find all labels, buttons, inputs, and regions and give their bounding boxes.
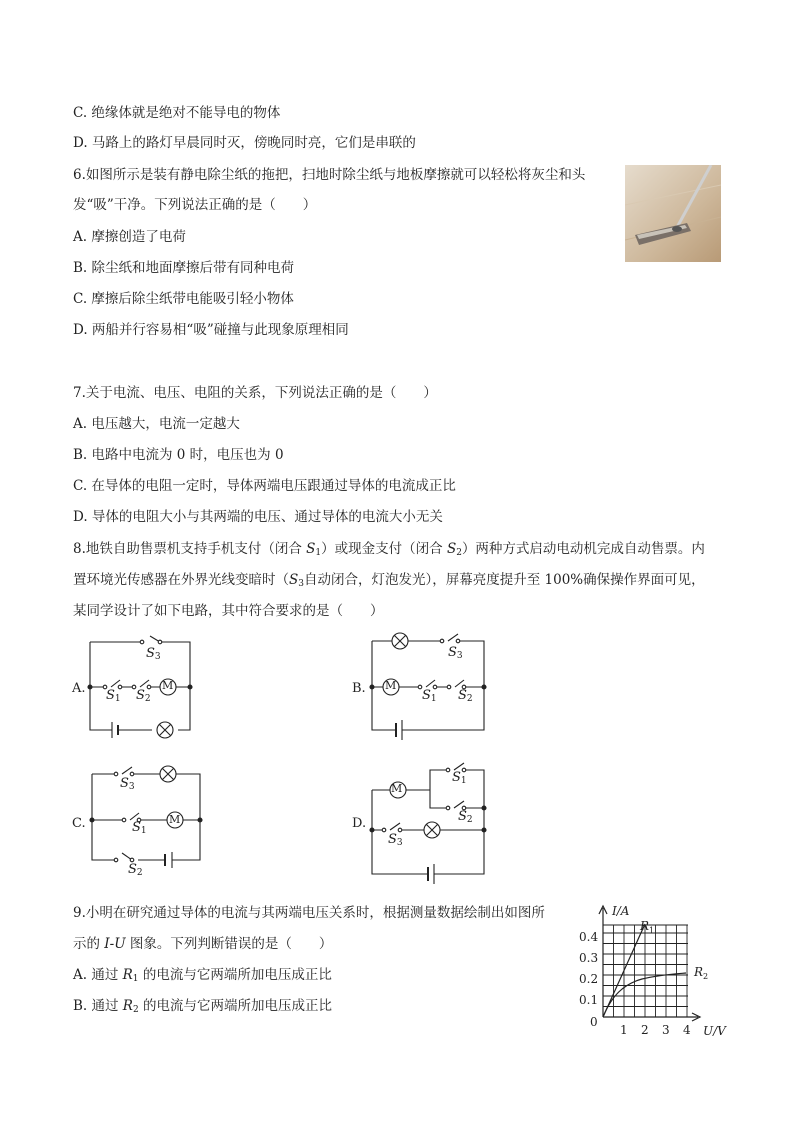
svg-text:4: 4 xyxy=(683,1023,691,1037)
svg-text:0.2: 0.2 xyxy=(579,972,599,986)
q7-option-a: A. 电压越大，电流一定越大 xyxy=(73,416,240,432)
circuit-b-label: B. xyxy=(352,681,366,696)
svg-text:0.3: 0.3 xyxy=(579,951,599,965)
svg-text:0.4: 0.4 xyxy=(579,930,599,944)
svg-text:2: 2 xyxy=(703,972,709,981)
motor-d-label: M xyxy=(391,782,403,795)
svg-text:3: 3 xyxy=(662,1023,670,1037)
q8-stem-line2: 置环境光传感器在外界光线变暗时（$S_3$自动闭合，灯泡发光），屏幕亮度提升至 100%确保操作界面可见， xyxy=(73,572,705,589)
svg-text:1: 1 xyxy=(649,926,655,935)
q8-stem-line3: 某同学设计了如下电路，其中符合要求的是（ ） xyxy=(73,603,384,619)
circuit-b: $S_3$ M $S_1$ $S_2$ xyxy=(372,635,487,739)
motor-b-label: M xyxy=(385,679,397,692)
mop-photo xyxy=(625,165,721,262)
svg-text:0: 0 xyxy=(590,1015,598,1029)
svg-text:2: 2 xyxy=(641,1023,649,1037)
circuit-a: $S_3$ $S_1$ $S_2$ M xyxy=(90,638,200,742)
circuit-c: $S_3$ $S_1$ M $S_2$ xyxy=(92,770,207,874)
motor-a-label: M xyxy=(162,679,174,692)
q6-option-d: D. 两船并行容易相“吸”碰撞与此现象原理相同 xyxy=(73,322,349,338)
circuit-d: M $S_1$ $S_2$ $S_3$ xyxy=(372,768,492,892)
q7-option-b: B. 电路中电流为 0 时，电压也为 0 xyxy=(73,447,284,463)
svg-text:0.1: 0.1 xyxy=(579,993,599,1007)
q6-option-c: C. 摩擦后除尘纸带电能吸引轻小物体 xyxy=(73,291,294,307)
q6-stem-line2: 发“吸”干净。下列说法正确的是（ ） xyxy=(73,197,317,213)
q8-stem-line1: 8.地铁自助售票机支持手机支付（闭合 $S_1$）或现金支付（闭合 $S_2$）两种方式启动电动机完成自动售票。内 xyxy=(73,541,705,558)
circuit-d-label: D. xyxy=(352,816,367,831)
svg-text:R: R xyxy=(640,919,650,933)
q7-stem: 7.关于电流、电压、电阻的关系，下列说法正确的是（ ） xyxy=(73,385,437,401)
q9-option-a: A. 通过 $R_1$ 的电流与它两端所加电压成正比 xyxy=(73,967,332,984)
q7-option-d: D. 导体的电阻大小与其两端的电压、通过导体的电流大小无关 xyxy=(73,509,443,525)
q9-option-b: B. 通过 $R_2$ 的电流与它两端所加电压成正比 xyxy=(73,998,332,1015)
circuit-a-label: A. xyxy=(72,681,86,696)
svg-text:R: R xyxy=(694,965,704,979)
q6-stem-line1: 6.如图所示是装有静电除尘纸的拖把，扫地时除尘纸与地板摩擦就可以轻松将灰尘和头 xyxy=(73,167,586,183)
q9-stem-line2: 示的 I-U 图象。下列判断错误的是（ ） xyxy=(73,936,333,952)
circuit-c-label: C. xyxy=(72,816,86,831)
q5-option-c: C. 绝缘体就是绝对不能导电的物体 xyxy=(73,105,281,121)
svg-text:1: 1 xyxy=(620,1023,628,1037)
motor-c-label: M xyxy=(169,813,181,826)
iu-graph xyxy=(578,900,728,1045)
q6-option-b: B. 除尘纸和地面摩擦后带有同种电荷 xyxy=(73,260,295,276)
svg-text:U/V: U/V xyxy=(703,1024,726,1038)
q7-option-c: C. 在导体的电阻一定时，导体两端电压跟通过导体的电流成正比 xyxy=(73,478,456,494)
q9-stem-line1: 9.小明在研究通过导体的电流与其两端电压关系时，根据测量数据绘制出如图所 xyxy=(73,905,545,921)
q6-option-a: A. 摩擦创造了电荷 xyxy=(73,229,186,245)
svg-text:I/A: I/A xyxy=(612,904,630,918)
q5-option-d: D. 马路上的路灯早晨同时灭，傍晚同时亮，它们是串联的 xyxy=(73,135,416,151)
